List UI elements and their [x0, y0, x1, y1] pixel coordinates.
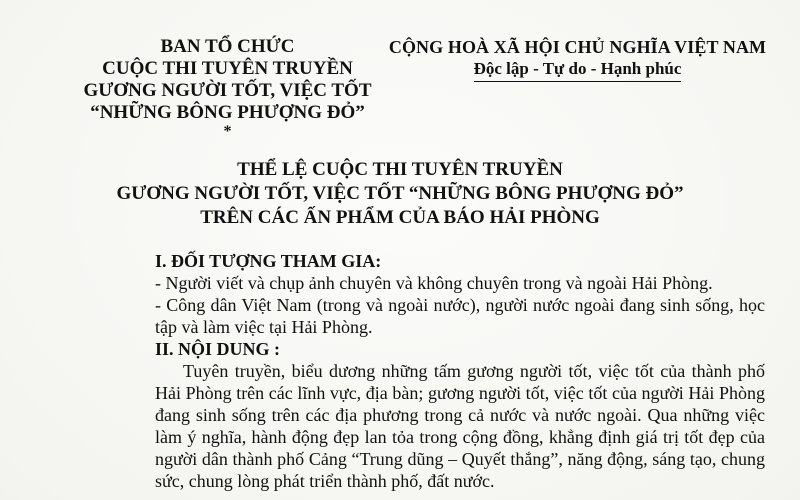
organizer-line-2: CUỘC THI TUYÊN TRUYỀN	[102, 58, 353, 79]
section-2-heading: II. NỘI DUNG :	[155, 339, 281, 359]
document-title	[40, 158, 760, 230]
organizer-line-1: BAN TỔ CHỨC	[160, 36, 295, 57]
organizer-line-3: GƯƠNG NGƯỜI TỐT, VIỆC TỐT	[83, 80, 372, 101]
document-body	[155, 250, 765, 492]
title-line-3: TRÊN CÁC ẤN PHẨM CỦA BÁO HẢI PHÒNG	[200, 207, 600, 228]
nation-name: CỘNG HOÀ XÃ HỘI CHỦ NGHĨA VIỆT NAM	[388, 37, 767, 57]
organizer-line-4: “NHỮNG BÔNG PHƯỢNG ĐỎ”	[90, 102, 365, 123]
organizer-header	[70, 36, 385, 138]
title-line-2: GƯƠNG NGƯỜI TỐT, VIỆC TỐT “NHỮNG BÔNG PHƯỢNG ĐỎ”	[116, 183, 684, 204]
national-header	[385, 36, 770, 82]
title-line-1: THỂ LỆ CUỘC THI TUYÊN TRUYỀN	[237, 159, 563, 180]
national-motto: Độc lập - Tự do - Hạnh phúc	[474, 58, 682, 82]
section-1-heading: I. ĐỐI TƯỢNG THAM GIA:	[155, 251, 382, 271]
section-1-item-2: - Công dân Việt Nam (trong và ngoài nước), người nước ngoài đang sinh sống, học tập và làm việc tại Hải Phòng.	[155, 295, 765, 337]
header-star: *	[223, 123, 232, 140]
section-1-item-1: - Người viết và chụp ảnh chuyên và không chuyên trong và ngoài Hải Phòng.	[155, 273, 713, 293]
section-2-paragraph: Tuyên truyền, biểu dương những tấm gương người tốt, việc tốt của thành phố Hải Phòng trên các lĩnh vực, địa bàn; gương người tốt, việc tốt của người Hải Phòng đang sinh sống trên các địa phương trong cả nước và nước ngoài. Qua những việc làm ý nghĩa, hành động đẹp lan tỏa trong cộng đồng, khẳng định giá trị tốt đẹp của người dân thành phố Cảng “Trung dũng – Quyết thắng”, năng động, sáng tạo, chung sức, chung lòng phát triển thành phố, đất nước.	[155, 361, 765, 491]
